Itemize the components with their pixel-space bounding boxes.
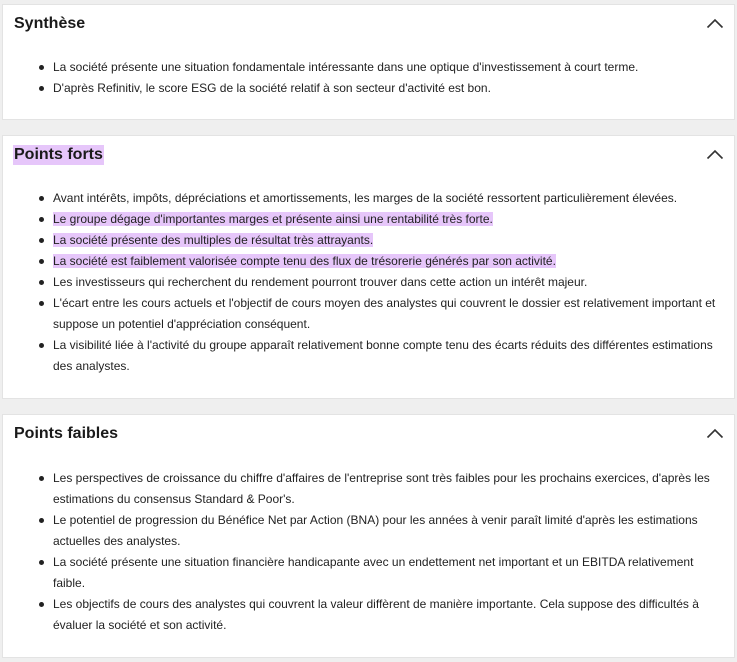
list-item-text-highlighted: La société est faiblement valorisée compte tenu des flux de trésorerie générés par son activité.: [53, 254, 556, 268]
list-item: D'après Refinitiv, le score ESG de la société relatif à son secteur d'activité est bon.: [3, 78, 734, 99]
section-title: Points forts: [14, 146, 103, 163]
section-title: Synthèse: [14, 15, 86, 32]
section-header[interactable]: [3, 415, 734, 453]
section-header[interactable]: [3, 5, 734, 43]
list-item: La société présente une situation financière handicapante avec un endettement net important et un EBITDA relativement faible.: [3, 552, 734, 594]
section-title: Points faibles: [14, 425, 119, 442]
list-item: [3, 335, 734, 377]
section-synthese: [2, 4, 735, 120]
list-item-text-highlighted: Le groupe dégage d'importantes marges et présente ainsi une rentabilité très forte.: [53, 212, 493, 226]
section-list: [3, 57, 734, 99]
chevron-up-icon[interactable]: [706, 17, 724, 31]
list-item: [3, 209, 734, 230]
list-item-text: Avant intérêts, impôts, dépréciations et amortissements, les marges de la société ressortent particulièrement élevées.: [53, 191, 678, 205]
list-item-text: L'écart entre les cours actuels et l'objectif de cours moyen des analystes qui couvrent le dossier est relativement important et suppose un potentiel d'appréciation conséquent.: [53, 296, 716, 331]
list-item: [3, 293, 734, 335]
list-item: Le potentiel de progression du Bénéfice Net par Action (BNA) pour les années à venir paraît limité d'après les estimations actuelles des analystes.: [3, 510, 734, 552]
list-item: Les objectifs de cours des analystes qui couvrent la valeur diffèrent de manière importante. Cela suppose des difficultés à évaluer la société et son activité.: [3, 594, 734, 636]
list-item-text: Les investisseurs qui recherchent du rendement pourront trouver dans cette action un intérêt majeur.: [53, 275, 588, 289]
chevron-up-icon[interactable]: [706, 148, 724, 162]
list-item: [3, 251, 734, 272]
list-item: La société présente une situation fondamentale intéressante dans une optique d'investissement à court terme.: [3, 57, 734, 78]
list-item-text: La visibilité liée à l'activité du groupe apparaît relativement bonne compte tenu des écarts réduits des différentes estimations des analystes.: [53, 338, 713, 373]
section-list: [3, 188, 734, 377]
list-item: Les perspectives de croissance du chiffre d'affaires de l'entreprise sont très faibles pour les prochains exercices, d'après les estimations du consensus Standard & Poor's.: [3, 468, 734, 510]
list-item: [3, 188, 734, 209]
section-points-faibles: [2, 414, 735, 658]
list-item-text-highlighted: La société présente des multiples de résultat très attrayants.: [53, 233, 374, 247]
section-header[interactable]: [3, 136, 734, 174]
section-points-forts: [2, 135, 735, 399]
list-item: [3, 230, 734, 251]
section-list: [3, 468, 734, 636]
list-item: [3, 272, 734, 293]
chevron-up-icon[interactable]: [706, 427, 724, 441]
